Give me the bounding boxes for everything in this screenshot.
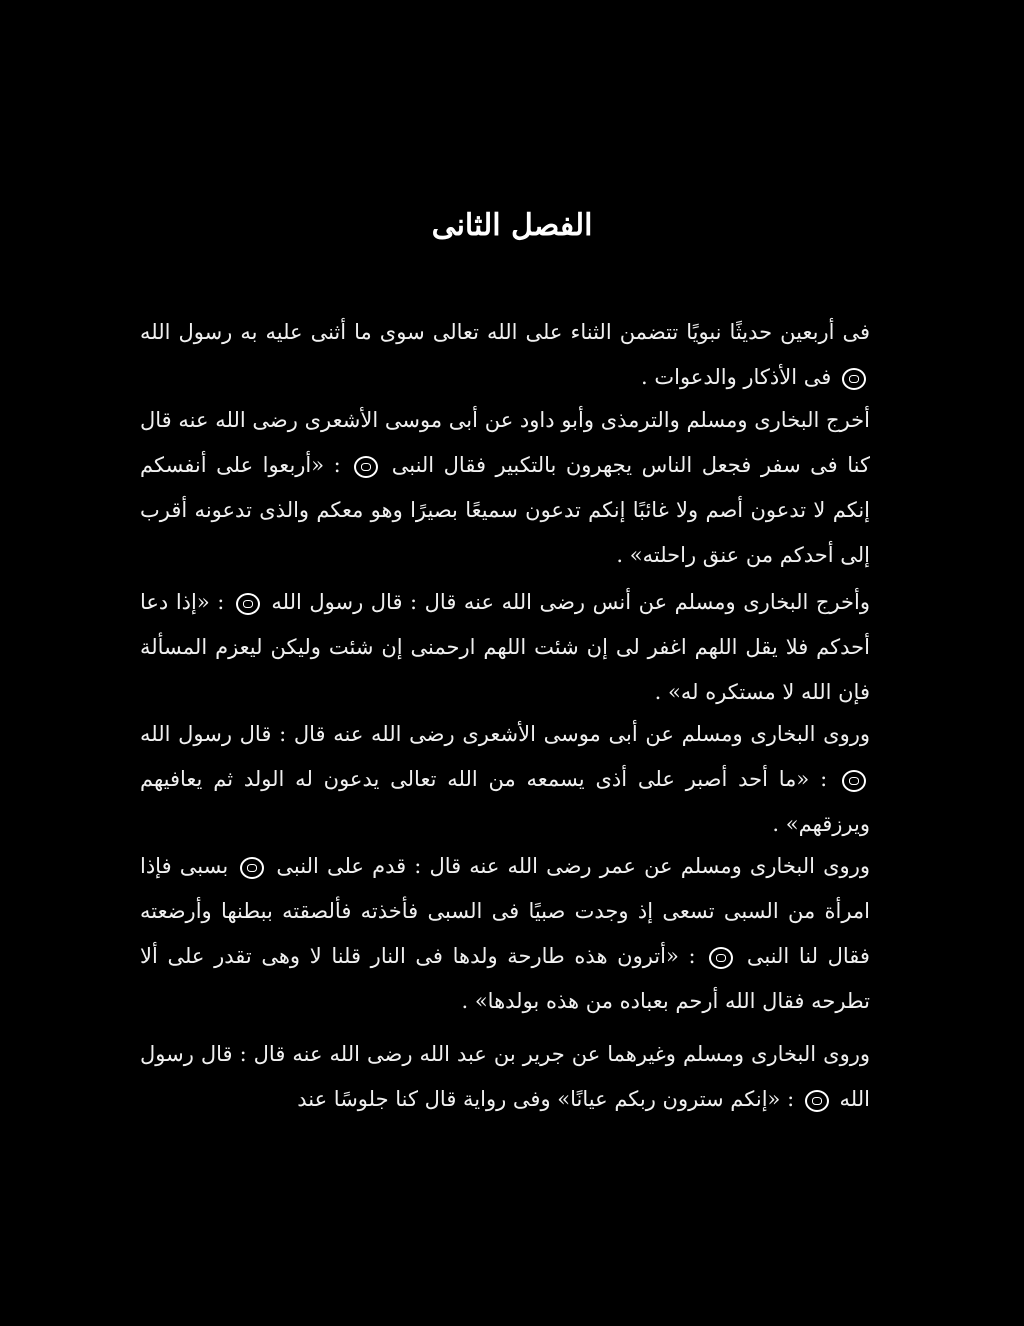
paragraph-text: : «أربعوا على أنفسكم إنكم لا تدعون أصم ولا غائبًا إنكم تدعون سميعًا بصيرًا وهو معكم والذى تدعونه أقرب إلى أحدكم من عنق راحلته» . bbox=[140, 453, 870, 567]
paragraph-text: فى الأذكار والدعوات . bbox=[640, 365, 832, 389]
paragraph-text: وروى البخارى ومسلم عن عمر رضى الله عنه قال : قدم على النبى bbox=[276, 854, 870, 878]
salawat-icon bbox=[240, 857, 264, 879]
paragraph-text: فى أربعين حديثًا نبويًا تتضمن الثناء على الله تعالى سوى ما أثنى عليه به رسول الله bbox=[140, 320, 870, 344]
paragraph-text: : «ما أحد أصبر على أذى يسمعه من الله تعالى يدعون له الولد ثم يعافيهم ويرزقهم» . bbox=[140, 767, 870, 836]
salawat-icon bbox=[236, 593, 260, 615]
paragraph-hadith-2 bbox=[140, 580, 870, 715]
paragraph-text: وأخرج البخارى ومسلم عن أنس رضى الله عنه قال : قال رسول الله bbox=[271, 590, 870, 614]
chapter-title: الفصل الثانى bbox=[431, 208, 593, 243]
salawat-icon bbox=[354, 456, 378, 478]
paragraph-text: : «إذا دعا أحدكم فلا يقل اللهم اغفر لى إن شئت اللهم ارحمنى إن شئت وليكن ليعزم المسألة فإن الله لا مستكره له» . bbox=[140, 590, 870, 704]
paragraph-intro bbox=[140, 310, 870, 400]
salawat-icon bbox=[842, 770, 866, 792]
paragraph-text: : «أترون هذه طارحة ولدها فى النار قلنا لا وهى تقدر على ألا تطرحه فقال الله أرحم بعباده من هذه بولدها» . bbox=[140, 944, 870, 1013]
paragraph-text: : «إنكم سترون ربكم عيانًا» وفى رواية قال كنا جلوسًا عند bbox=[297, 1087, 795, 1111]
paragraph-hadith-5 bbox=[140, 1032, 870, 1122]
paragraph-text: وروى البخارى ومسلم وغيرهما عن جرير بن عبد الله رضى الله عنه قال : قال رسول الله bbox=[140, 1042, 870, 1111]
paragraph-hadith-4 bbox=[140, 844, 870, 1024]
paragraph-hadith-1 bbox=[140, 398, 870, 578]
paragraph-text: بسبى فإذا امرأة من السبى تسعى إذ وجدت صبيًا فى السبى فأخذته فألصقته ببطنها وأرضعته فقال لنا النبى bbox=[140, 854, 870, 968]
salawat-icon bbox=[805, 1090, 829, 1112]
salawat-icon bbox=[842, 368, 866, 390]
paragraph-text: أخرج البخارى ومسلم والترمذى وأبو داود عن أبى موسى الأشعرى رضى الله عنه قال كنا فى سفر فجعل الناس يجهرون بالتكبير فقال النبى bbox=[140, 408, 870, 477]
paragraph-text: وروى البخارى ومسلم عن أبى موسى الأشعرى رضى الله عنه قال : قال رسول الله bbox=[140, 722, 870, 746]
paragraph-hadith-3 bbox=[140, 712, 870, 847]
salawat-icon bbox=[709, 947, 733, 969]
